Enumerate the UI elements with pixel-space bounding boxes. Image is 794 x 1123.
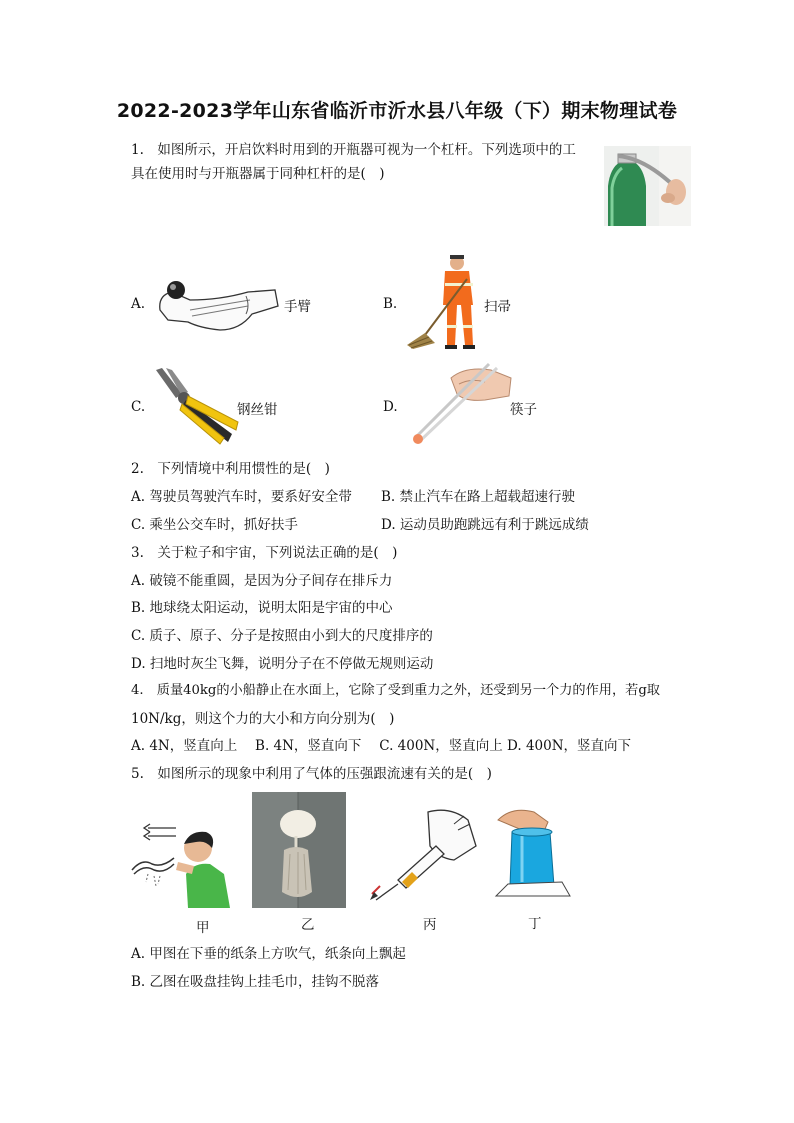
q4-options: A. 4N，竖直向上 B. 4N，竖直向下 C. 400N，竖直向上 D. 400N，竖直向下 <box>131 738 632 754</box>
q4-stem-line2: 10N/kg，则这个力的大小和方向分别为( ) <box>131 711 395 727</box>
q1-option-c-caption: 钢丝钳 <box>237 402 278 418</box>
q1-stem-line2: 具在使用时与开瓶器属于同种杠杆的是( ) <box>131 166 385 182</box>
q3-stem: 3. 关于粒子和宇宙，下列说法正确的是( ) <box>131 545 398 561</box>
bottle-opener-photo <box>604 146 691 226</box>
q3-option-c: C. 质子、原子、分子是按照由小到大的尺度排序的 <box>131 628 433 644</box>
broom-sweeper-illustration <box>405 253 485 351</box>
q2-option-c: C. 乘坐公交车时，抓好扶手 <box>131 517 298 533</box>
q1-option-b-caption: 扫帚 <box>484 299 511 315</box>
figure-ding-label: 丁 <box>528 916 542 932</box>
q2-stem: 2. 下列情境中利用惯性的是( ) <box>131 461 330 477</box>
q4-stem-line1: 4. 质量40kg的小船静止在水面上，它除了受到重力之外，还受到另一个力的作用，若g取 <box>131 683 660 698</box>
figure-bing-label: 丙 <box>423 917 437 933</box>
q2-option-d: D. 运动员助跑跳远有利于跳远成绩 <box>381 517 589 533</box>
q3-option-b: B. 地球绕太阳运动，说明太阳是宇宙的中心 <box>131 600 393 616</box>
q1-option-d-caption: 筷子 <box>510 402 537 418</box>
q1-stem-line1: 1. 如图所示，开启饮料时用到的开瓶器可视为一个杠杆。下列选项中的工 <box>131 142 576 158</box>
arm-illustration <box>150 270 285 338</box>
figure-jia-label: 甲 <box>196 920 210 936</box>
q5-option-a: A. 甲图在下垂的纸条上方吹气，纸条向上飘起 <box>131 946 406 962</box>
q1-option-c-letter: C. <box>131 399 146 415</box>
chopsticks-illustration <box>405 360 513 446</box>
figure-jia-blowing <box>128 818 236 910</box>
figure-ding-cup <box>492 806 574 898</box>
figure-yi-suction-hook <box>252 792 346 908</box>
q5-stem: 5. 如图所示的现象中利用了气体的压强跟流速有关的是( ) <box>131 766 492 782</box>
q2-option-b: B. 禁止汽车在路上超载超速行驶 <box>381 489 576 505</box>
q3-option-d: D. 扫地时灰尘飞舞，说明分子在不停做无规则运动 <box>131 656 434 672</box>
q3-option-a: A. 破镜不能重圆，是因为分子间存在排斥力 <box>131 573 393 589</box>
figure-yi-label: 乙 <box>301 917 315 933</box>
q1-option-b-letter: B. <box>383 296 398 312</box>
q2-option-a: A. 驾驶员驾驶汽车时，要系好安全带 <box>131 489 352 505</box>
q1-option-a-letter: A. <box>131 296 146 312</box>
q1-option-d-letter: D. <box>383 399 398 415</box>
page-title: 2022-2023学年山东省临沂市沂水县八年级（下）期末物理试卷 <box>116 100 678 122</box>
pliers-illustration <box>152 366 240 446</box>
figure-bing-syringe <box>368 806 480 902</box>
q5-option-b: B. 乙图在吸盘挂钩上挂毛巾，挂钩不脱落 <box>131 974 380 990</box>
q1-option-a-caption: 手臂 <box>284 299 311 315</box>
